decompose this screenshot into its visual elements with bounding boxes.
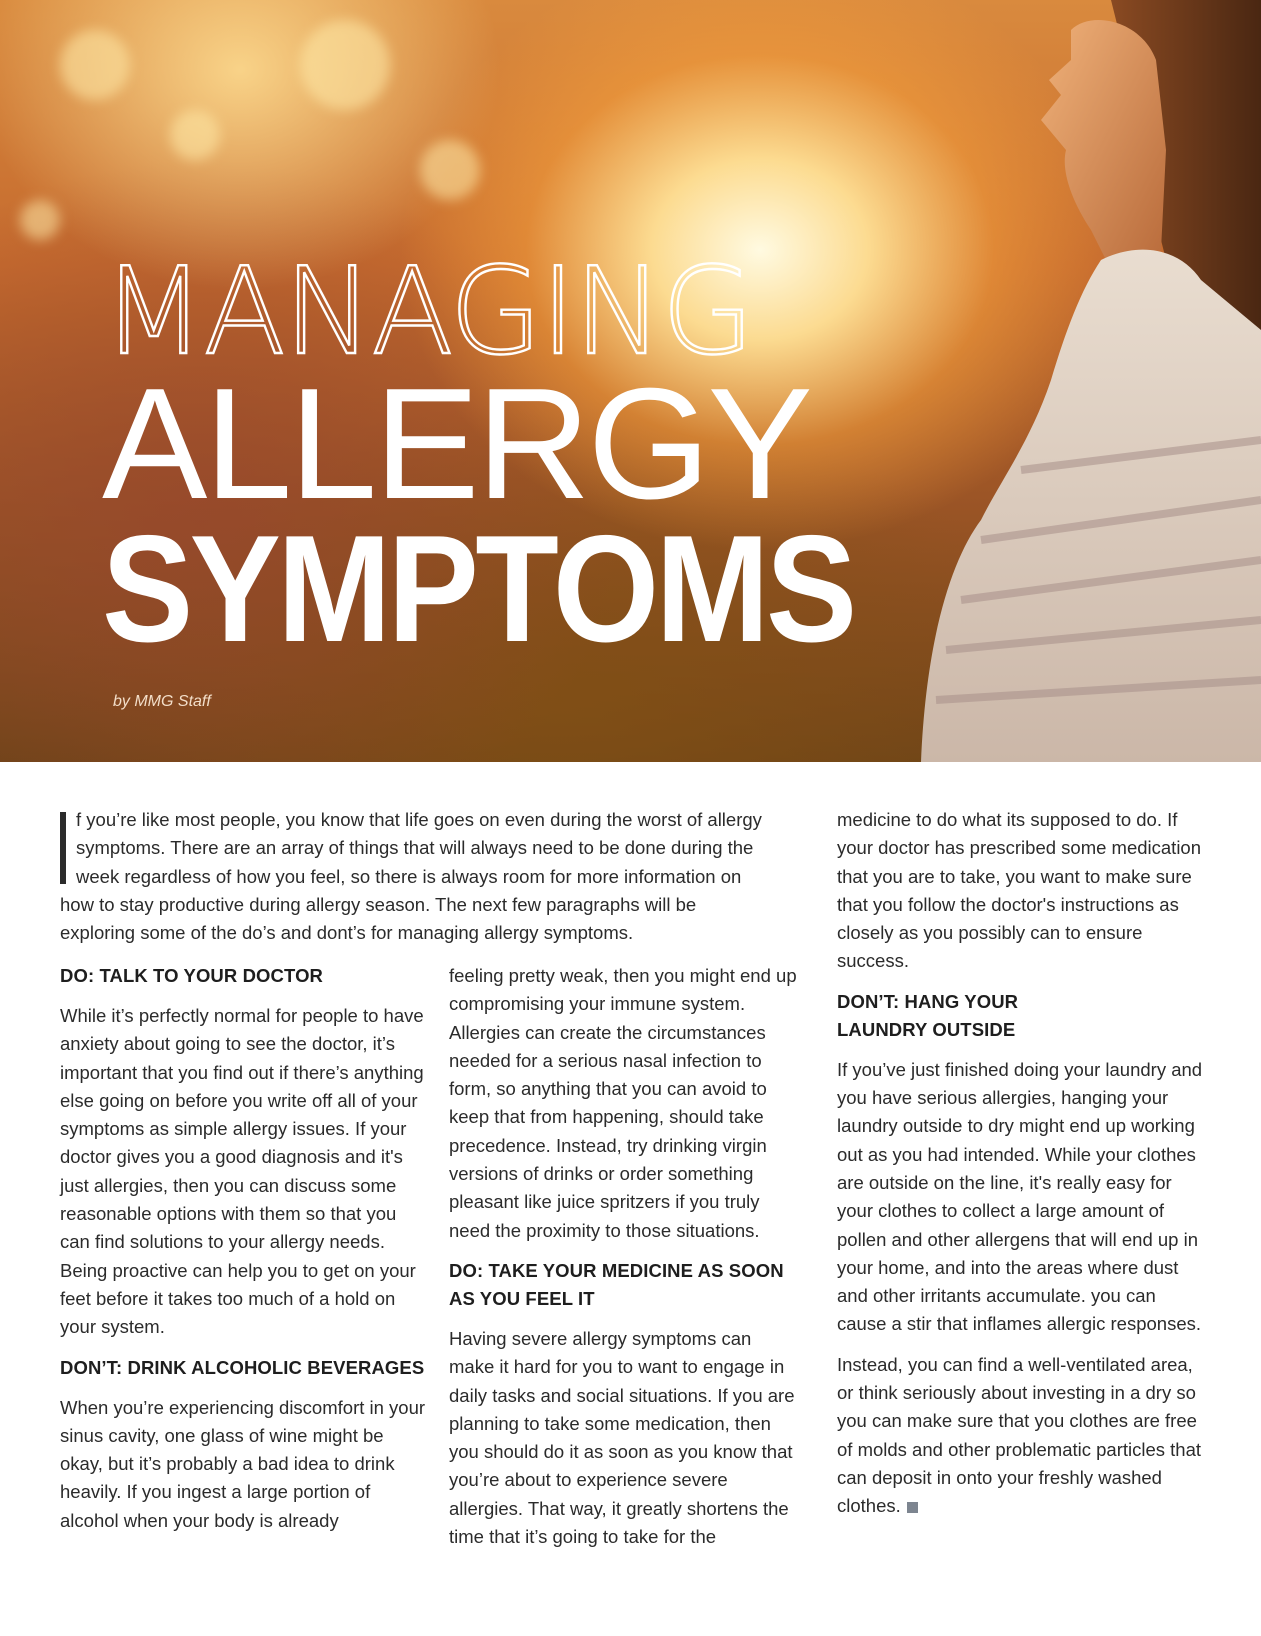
hero-photo (0, 0, 1261, 762)
paragraph-medicine-part2: medicine to do what its supposed to do. If your doctor has prescribed some medication that you are to take, you want to make sure that you follow the doctor's instructions as closely as you possibly can to ensure success. (837, 809, 1202, 972)
heading-laundry-line1: DON’T: HANG YOUR (837, 990, 1019, 1012)
end-mark-icon (907, 1502, 918, 1513)
headline (102, 243, 854, 674)
heading-talk-to-doctor: DO: TALK TO YOUR DOCTOR (60, 965, 324, 986)
column-2 (449, 962, 799, 1551)
paragraph-laundry-instead-text: Instead, you can find a well-ventilated area, or think seriously about investing in a dry so you can make sure that you clothes are free of molds and other problematic particles that can deposit in onto your freshly washed clothes. (837, 1353, 1202, 1517)
intro-paragraph (60, 806, 800, 947)
paragraph-medicine-part1: Having severe allergy symptoms can make it hard for you to want to engage in daily tasks and social situations. If you are planning to take some medication, then you should do it as soon as you know that you’re about to experience severe allergies. That way, it greatly shortens the time that it’s going to take for the (449, 1327, 795, 1548)
intro-line: symptoms. There are an array of things that will always need to be done during the (76, 837, 754, 859)
byline: by MMG Staff (113, 693, 211, 710)
bokeh-light (420, 140, 480, 200)
paragraph-alcohol-part1: When you’re experiencing discomfort in your sinus cavity, one glass of wine might be okay, but it’s probably a bad idea to drink heavily. If you ingest a large portion of alcohol when your body is already (60, 1396, 426, 1531)
intro-line: f you’re like most people, you know that life goes on even during the worst of allergy (76, 809, 762, 830)
heading-alcohol: DON’T: DRINK ALCOHOLIC BEVERAGES (60, 1356, 425, 1378)
paragraph-laundry-instead (837, 1351, 1207, 1521)
column-3 (837, 806, 1207, 1521)
bokeh-light (20, 200, 60, 240)
intro-line: exploring some of the do’s and dont’s for managing allergy symptoms. (60, 922, 634, 944)
bokeh-light (60, 30, 130, 100)
paragraph-alcohol-part2: feeling pretty weak, then you might end up compromising your immune system. Allergies can create the circumstances needed for a serious nasal infection to form, so anything that you can avoid to keep that from happening, should take precedence. Instead, try drinking virgin versions of drinks or order something pleasant like juice spritzers if you truly need the proximity to those situations. (449, 965, 797, 1241)
paragraph-talk-to-doctor: While it’s perfectly normal for people to have anxiety about going to see the doctor, it’s important that you find out if there’s anything else going on before you write off all of your symptoms as simple allergy issues. If your doctor gives you a good diagnosis and it's just allergies, then you can discuss some reasonable options with them so that you can find solutions to your allergy needs. Being proactive can help you to get on your feet before it takes too much of a hold on your system. (60, 1005, 424, 1338)
bokeh-light (300, 20, 390, 110)
heading-laundry-line2: LAUNDRY OUTSIDE (837, 1018, 1016, 1040)
bokeh-light (170, 110, 220, 160)
column-1 (60, 962, 430, 1535)
intro-line: how to stay productive during allergy season. The next few paragraphs will be (60, 893, 697, 915)
paragraph-laundry: If you’ve just finished doing your laundry and you have serious allergies, hanging your laundry outside to dry might end up working out as you had intended. While your clothes are outside on the line, it's really easy for your clothes to collect a large amount of pollen and other allergens that will end up in your home, and into the areas where dust and other irritants accumulate. you can cause a stir that inflames allergic responses. (837, 1058, 1203, 1335)
intro-line: week regardless of how you feel, so there is always room for more information on (76, 865, 742, 887)
title-allergy: ALLERGY (102, 356, 810, 532)
heading-medicine: DO: TAKE YOUR MEDICINE AS SOON AS YOU FEEL IT (449, 1259, 784, 1309)
woman-silhouette (921, 0, 1261, 762)
title-symptoms: SYMPTOMS (102, 504, 854, 674)
title-managing: MANAGING (102, 243, 753, 382)
